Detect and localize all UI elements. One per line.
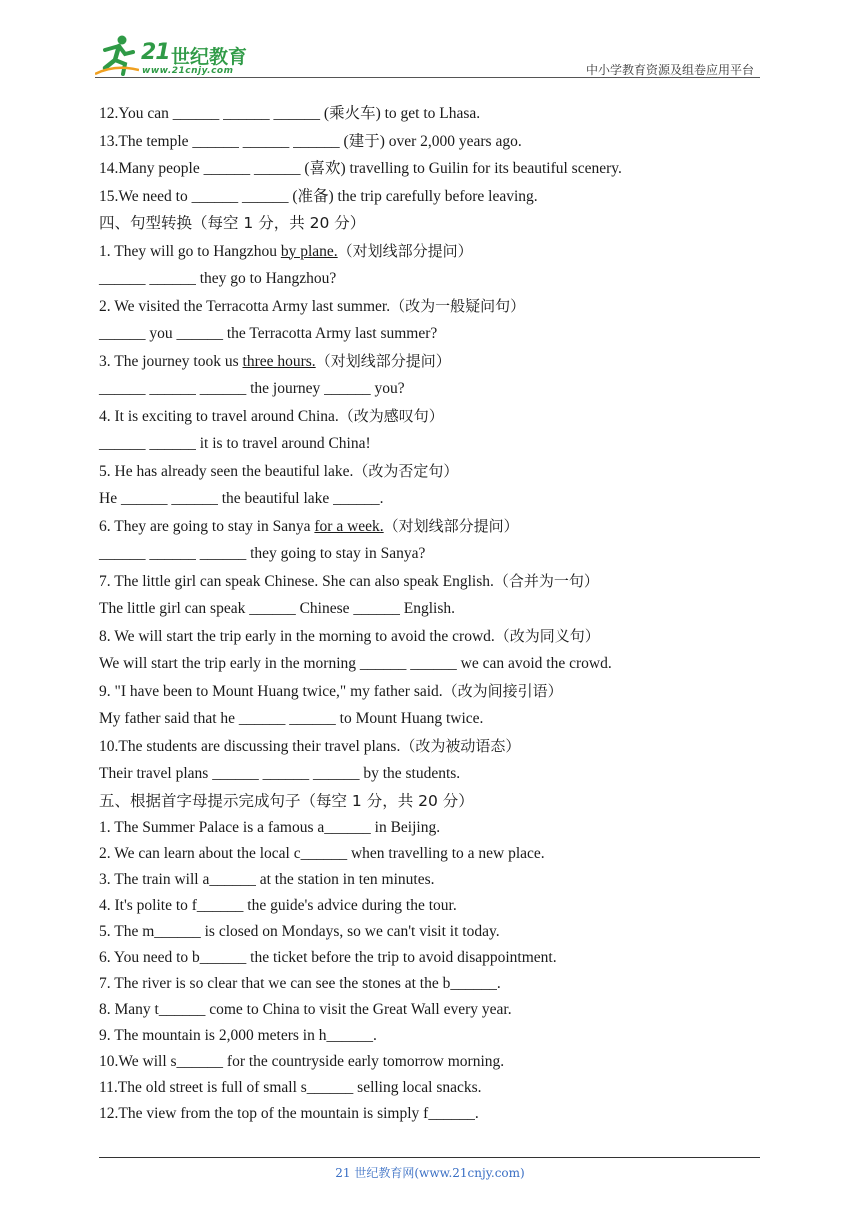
logo-url: www.21cnjy.com: [142, 66, 234, 76]
underlined-phrase: for a week.: [314, 517, 384, 535]
instruction-hint: （改为被动语态）: [400, 736, 521, 755]
footer-source[interactable]: 21 世纪教育网(www.21cnjy.com): [335, 1166, 525, 1180]
question-text: 4. It is exciting to travel around China.: [99, 407, 339, 425]
section-heading: 五、根据首字母提示完成句子（每空 1 分，共 20 分）: [99, 791, 474, 810]
question-line: [99, 733, 764, 761]
question-line: Their travel plans ______ ______ ______ by the students.: [99, 765, 461, 782]
question-line: 4. It's polite to f______ the guide's advice during the tour.: [99, 897, 457, 914]
question-line: [99, 238, 764, 266]
instruction-hint: （合并为一句）: [493, 571, 599, 590]
question-line: [99, 458, 764, 486]
question-line: ______ ______ they go to Hangzhou?: [99, 270, 337, 287]
question-line: [99, 513, 764, 541]
question-line: 13.The temple ______ ______ ______ (建于) over 2,000 years ago.: [99, 132, 522, 150]
question-line: 3. The train will a______ at the station in ten minutes.: [99, 871, 435, 888]
question-line: [99, 623, 764, 651]
question-line: 10.We will s______ for the countryside early tomorrow morning.: [99, 1053, 505, 1070]
question-line: He ______ ______ the beautiful lake ______.: [99, 490, 384, 507]
question-line: 12.You can ______ ______ ______ (乘火车) to get to Lhasa.: [99, 105, 481, 122]
site-logo[interactable]: [95, 34, 260, 76]
question-line: [99, 568, 764, 596]
question-line: My father said that he ______ ______ to Mount Huang twice.: [99, 710, 484, 727]
question-line: ______ you ______ the Terracotta Army last summer?: [99, 325, 438, 342]
question-line: 9. The mountain is 2,000 meters in h______.: [99, 1027, 377, 1044]
section-heading: 四、句型转换（每空 1 分，共 20 分）: [99, 214, 366, 232]
logo-text: 世纪教育: [171, 46, 248, 68]
question-text: 10.The students are discussing their travel plans.: [99, 737, 401, 755]
question-text: 1. They will go to Hangzhou: [99, 242, 281, 260]
instruction-hint: （改为否定句）: [353, 461, 459, 480]
question-text: 6. They are going to stay in Sanya: [99, 517, 315, 535]
underlined-phrase: three hours.: [242, 352, 316, 370]
logo-number: 21: [141, 40, 170, 65]
question-text: 9. "I have been to Mount Huang twice," my father said.: [99, 682, 443, 700]
question-line: 7. The river is so clear that we can see the stones at the b______.: [99, 975, 501, 992]
question-line: 1. The Summer Palace is a famous a______ in Beijing.: [99, 819, 441, 836]
question-line: ______ ______ ______ they going to stay in Sanya?: [99, 545, 426, 562]
instruction-hint: （改为间接引语）: [442, 681, 563, 700]
instruction-hint: （对划线部分提问）: [383, 516, 519, 535]
question-line: ______ ______ it is to travel around China!: [99, 435, 371, 452]
worksheet-body: [99, 100, 764, 1127]
instruction-hint: （对划线部分提问）: [337, 241, 473, 260]
question-line: [99, 403, 764, 431]
question-line: [99, 348, 764, 376]
footer-divider: [99, 1157, 760, 1158]
question-text: 3. The journey took us: [99, 352, 243, 370]
runner-logo-icon: [95, 34, 139, 76]
question-line: 15.We need to ______ ______ (准备) the trip carefully before leaving.: [99, 187, 538, 205]
instruction-hint: （改为感叹句）: [338, 406, 444, 425]
question-line: 2. We can learn about the local c______ when travelling to a new place.: [99, 845, 545, 862]
instruction-hint: （改为同义句）: [494, 626, 600, 645]
question-text: 2. We visited the Terracotta Army last summer.: [99, 297, 391, 315]
question-line: 5. The m______ is closed on Mondays, so we can't visit it today.: [99, 923, 500, 940]
question-text: 5. He has already seen the beautiful lake.: [99, 462, 354, 480]
question-line: 14.Many people ______ ______ (喜欢) travelling to Guilin for its beautiful scenery.: [99, 160, 622, 177]
instruction-hint: （改为一般疑问句）: [390, 296, 526, 315]
question-line: 11.The old street is full of small s______ selling local snacks.: [99, 1079, 482, 1096]
header-divider: [95, 77, 760, 78]
instruction-hint: （对划线部分提问）: [315, 351, 451, 370]
question-line: 8. Many t______ come to China to visit the Great Wall every year.: [99, 1001, 512, 1018]
question-line: 12.The view from the top of the mountain is simply f______.: [99, 1105, 479, 1122]
question-line: [99, 293, 764, 321]
question-line: [99, 678, 764, 706]
question-text: 8. We will start the trip early in the morning to avoid the crowd.: [99, 627, 495, 645]
question-line: ______ ______ ______ the journey ______ you?: [99, 380, 405, 397]
question-line: 6. You need to b______ the ticket before the trip to avoid disappointment.: [99, 949, 557, 966]
platform-tagline: 中小学教育资源及组卷应用平台: [585, 63, 754, 77]
question-line: The little girl can speak ______ Chinese ______ English.: [99, 600, 456, 617]
page-header: [95, 28, 760, 78]
underlined-phrase: by plane.: [280, 242, 338, 260]
question-line: We will start the trip early in the morning ______ ______ we can avoid the crowd.: [99, 655, 612, 672]
question-text: 7. The little girl can speak Chinese. She can also speak English.: [99, 572, 494, 590]
